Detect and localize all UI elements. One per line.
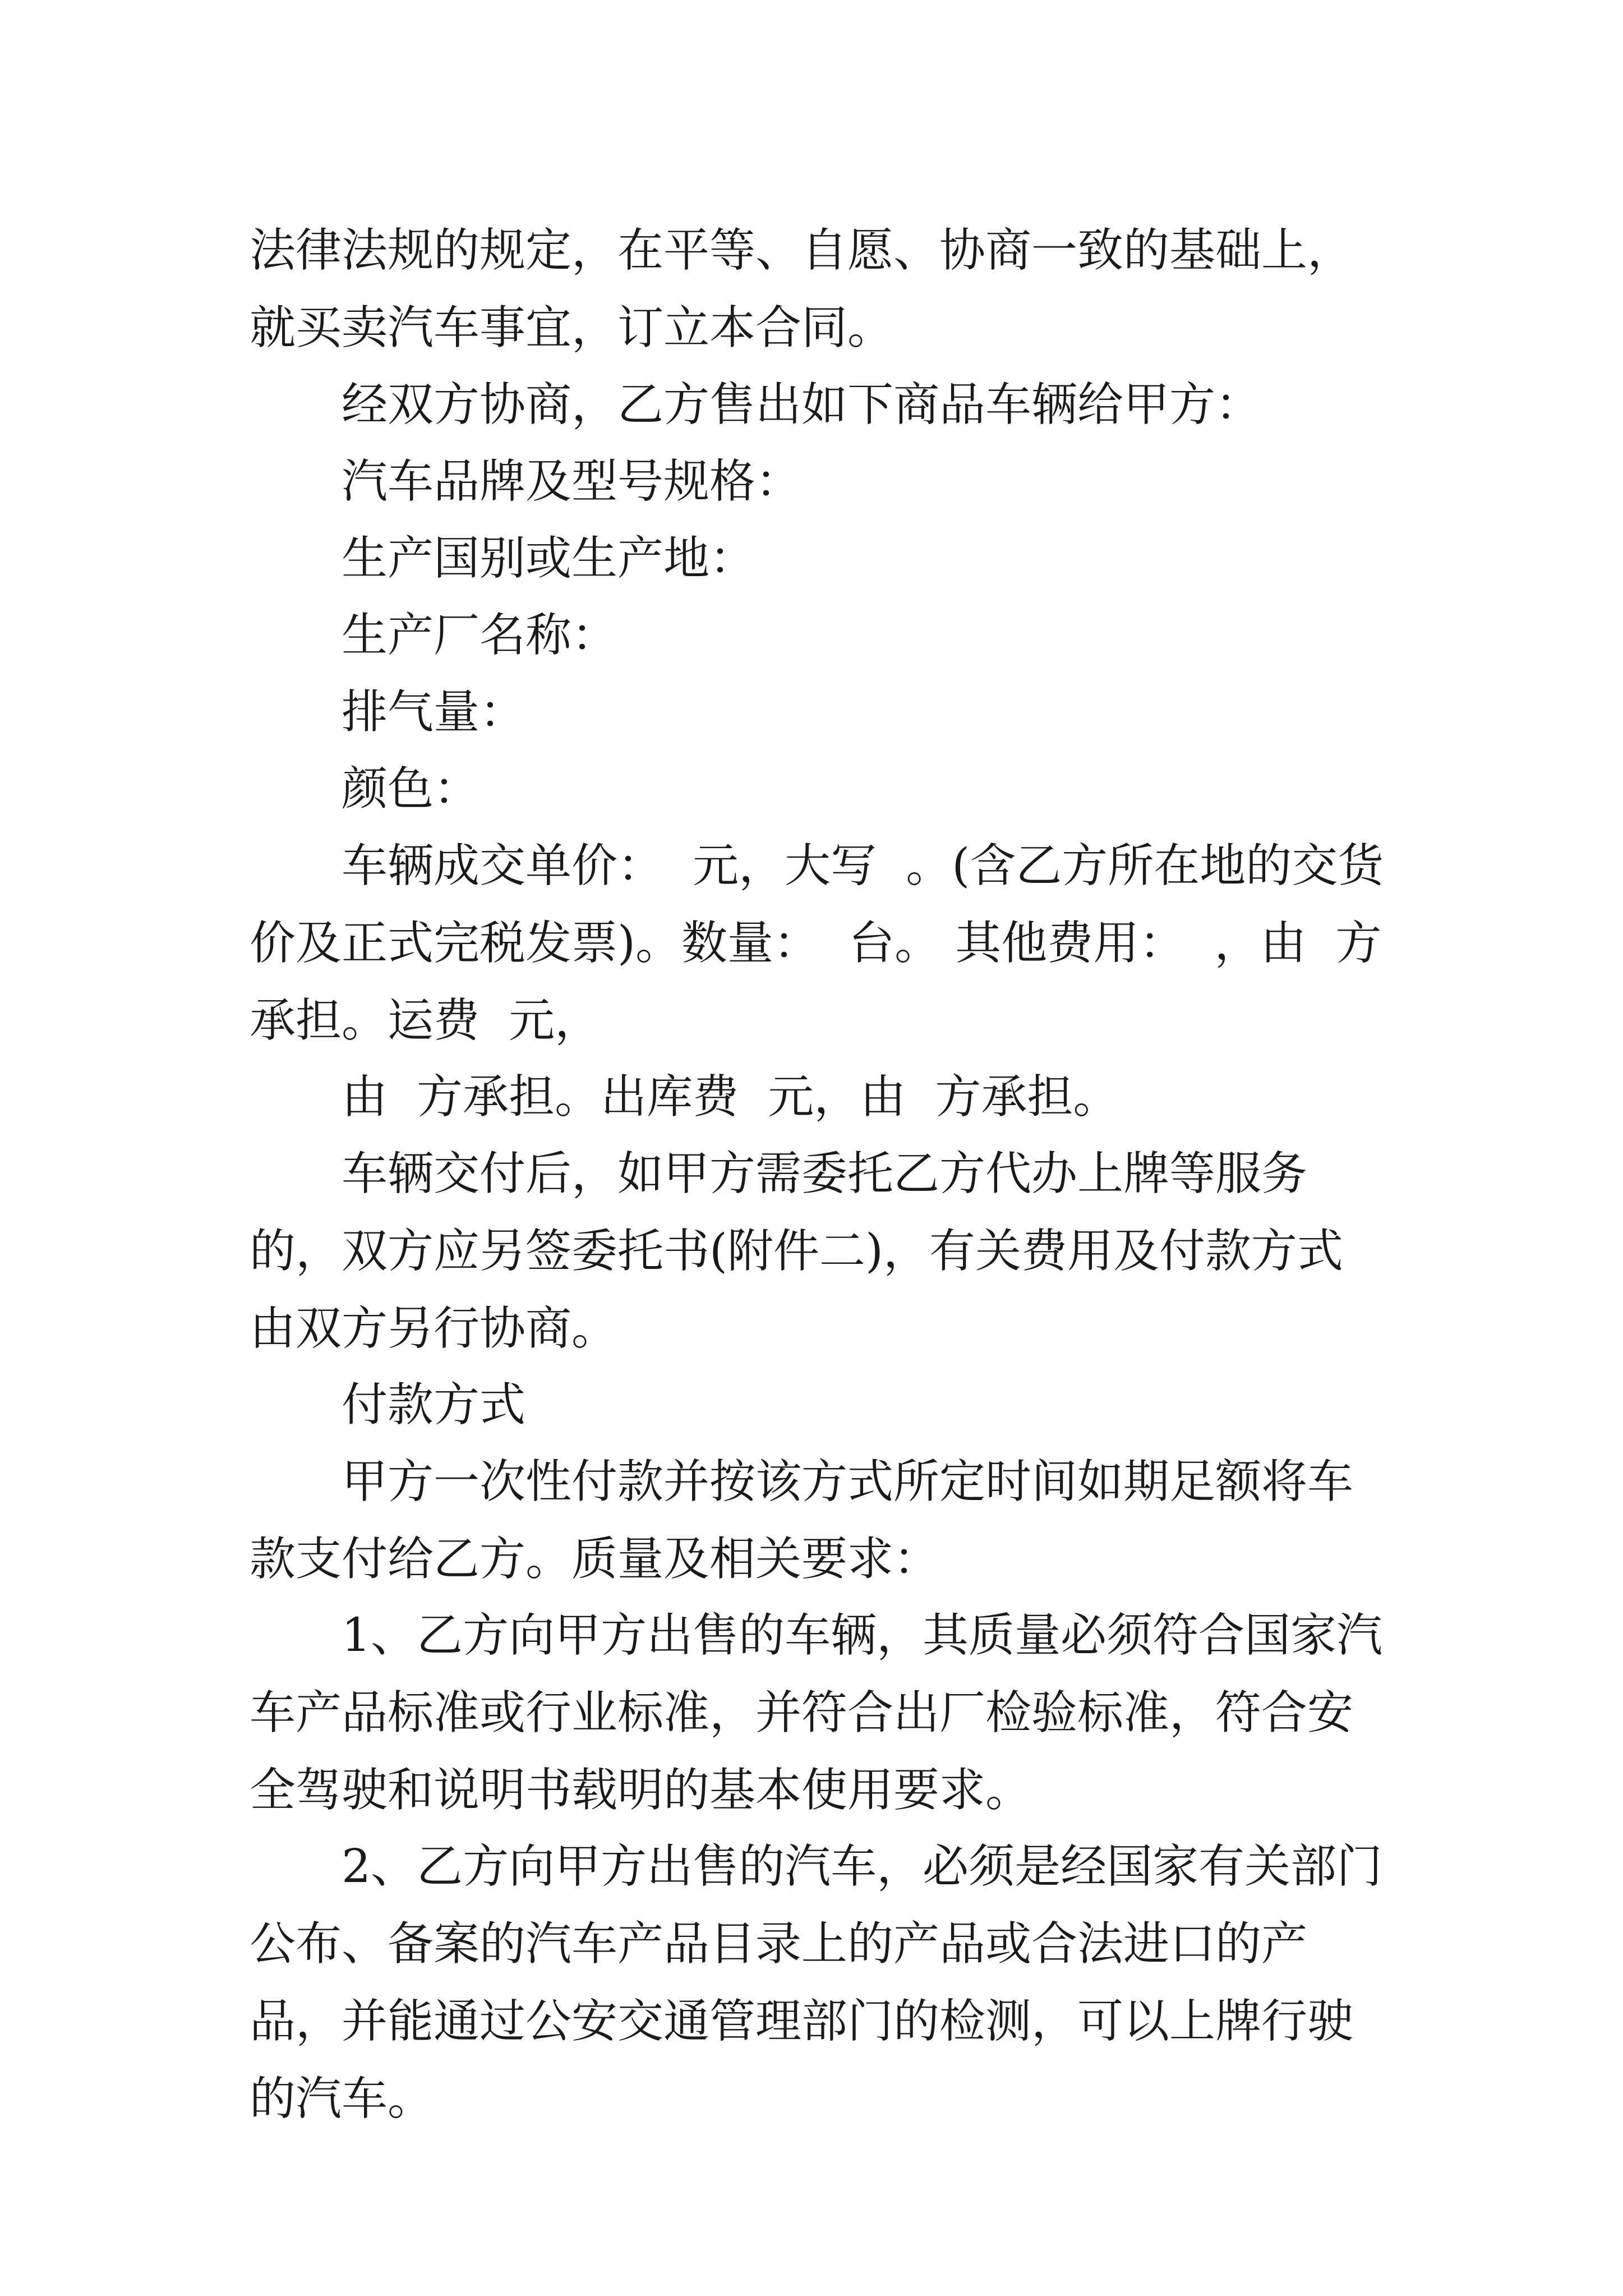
paragraph-agreement: 经双方协商，乙方售出如下商品车辆给甲方：	[342, 378, 1262, 431]
field-displacement: 排气量：	[342, 685, 526, 739]
paragraph-quality-2: 2、乙方向甲方出售的汽车，必须是经国家有关部门公布、备案的汽车产品目录上的产品或合法进口的产品，并能通过公安交通管理部门的检测，可以上牌行驶的汽车。	[250, 1840, 1383, 2125]
paragraph-quality-1: 1、乙方向甲方出售的车辆，其质量必须符合国家汽车产品标准或行业标准，并符合出厂检验标准，符合安全驾驶和说明书载明的基本使用要求。	[250, 1609, 1383, 1817]
paragraph-intro-continued: 法律法规的规定，在平等、自愿、协商一致的基础上，就买卖汽车事宜，订立本合同。	[250, 224, 1354, 355]
field-brand-model: 汽车品牌及型号规格：	[342, 455, 802, 508]
field-manufacturer: 生产厂名称：	[342, 609, 618, 662]
paragraph-delivery-service: 车辆交付后，如甲方需委托乙方代办上牌等服务的，双方应另签委托书(附件二)，有关费用及付款方式由双方另行协商。	[250, 1147, 1343, 1355]
paragraph-price: 车辆成交单价： 元，大写 。(含乙方所在地的交货价及正式完税发票)。数量： 台。 其他费用： ，由 方承担。运费 元，	[250, 839, 1384, 1047]
paragraph-fees: 由 方承担。出库费 元，由 方承担。	[342, 1070, 1119, 1124]
field-origin: 生产国别或生产地：	[342, 532, 756, 585]
section-heading-payment: 付款方式	[342, 1378, 526, 1432]
paragraph-payment: 甲方一次性付款并按该方式所定时间如期足额将车款支付给乙方。质量及相关要求：	[250, 1455, 1354, 1586]
field-color: 颜色：	[342, 762, 480, 816]
